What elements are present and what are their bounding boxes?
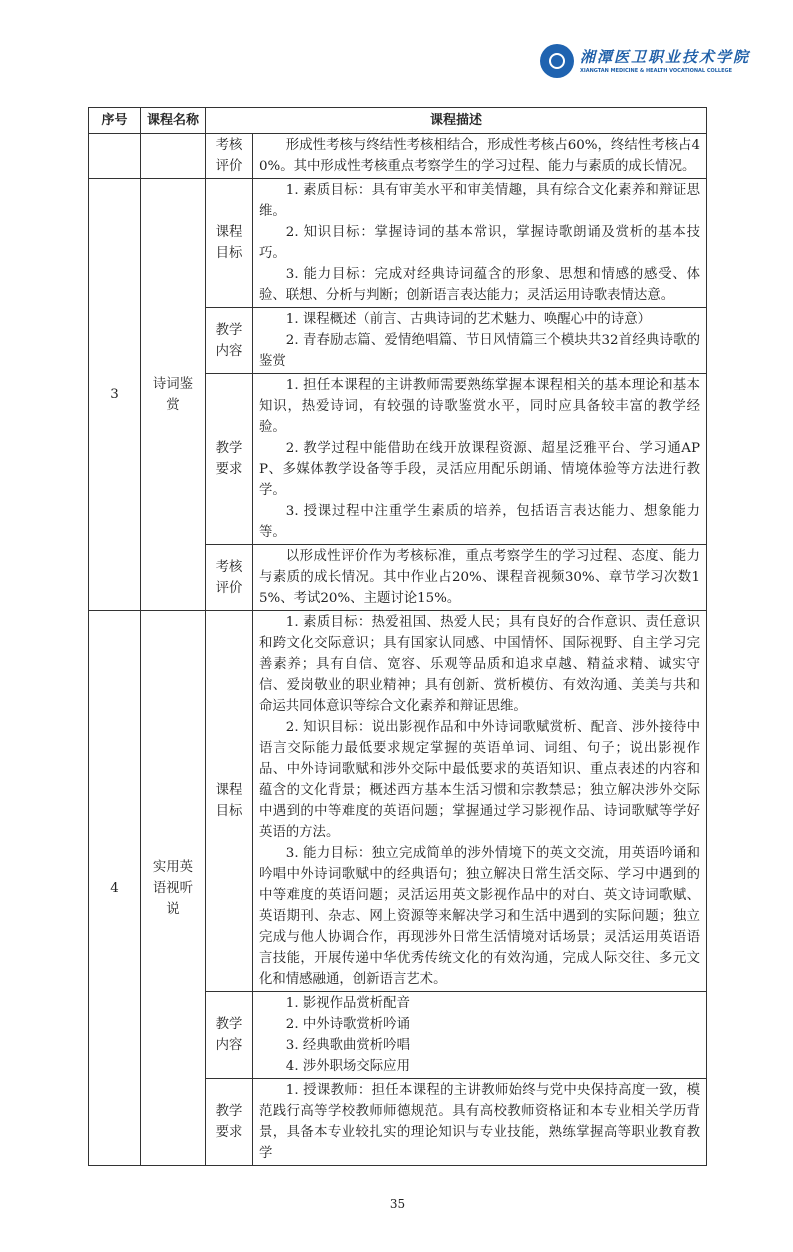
desc-paragraph: 3. 能力目标：独立完成简单的涉外情境下的英文交流，用英语吟诵和吟唱中外诗词歌赋中的经典语句；独立解决日常生活交际、学习中遇到的中等难度的英语问题；灵活运用英文影视作品中的对白、英文诗词歌赋、英语期刊、杂志、网上资源等来解决学习和生活中遇到的实际问题；独立完成与他人协调合作，再现涉外日常生活情境对话场景；灵活运用英语语言技能，开展传递中华优秀传统文化的有效沟通，完成人际交往、多元文化和情感融通，创新语言艺术。: [259, 846, 700, 987]
desc-paragraph: 2. 中外诗歌赏析吟诵: [285, 1017, 410, 1032]
desc-paragraph: 3. 能力目标：完成对经典诗词蕴含的形象、思想和情感的感受、体验、联想、分析与判断；创新语言表达能力；灵活运用诗歌表情达意。: [259, 267, 700, 303]
col-header-desc: 课程描述: [206, 108, 707, 134]
section-desc: [253, 134, 707, 179]
desc-paragraph: 1. 影视作品赏析配音: [285, 996, 410, 1011]
desc-paragraph: 2. 教学过程中能借助在线开放课程资源、超星泛雅平台、学习通APP、多媒体教学设备等手段，灵活应用配乐朗诵、情境体验等方法进行教学。: [259, 441, 700, 498]
table-row: [89, 179, 707, 308]
section-label: 课程目标: [206, 611, 253, 992]
table-header-row: [89, 108, 707, 134]
college-seal-icon: [540, 44, 574, 78]
section-label: 教学内容: [206, 992, 253, 1079]
desc-paragraph: 1. 课程概述（前言、古典诗词的艺术魅力、唤醒心中的诗意）: [285, 312, 651, 327]
col-header-no: 序号: [89, 108, 141, 134]
section-label: 考核评价: [206, 545, 253, 611]
section-desc: [253, 611, 707, 992]
table-row: [89, 611, 707, 992]
college-logo: [540, 44, 750, 78]
section-label: 教学要求: [206, 1079, 253, 1166]
desc-paragraph: 3. 经典歌曲赏析吟唱: [285, 1038, 410, 1053]
section-desc: [253, 374, 707, 545]
desc-paragraph: 1. 授课教师：担任本课程的主讲教师始终与党中央保持高度一致，模范践行高等学校教师师德规范。具有高校教师资格证和本专业相关学历背景，具备本专业较扎实的理论知识与专业技能，熟练掌握高等职业教育教学: [259, 1083, 700, 1161]
section-desc: [253, 545, 707, 611]
desc-paragraph: 2. 知识目标：说出影视作品和中外诗词歌赋赏析、配音、涉外接待中语言交际能力最低要求规定掌握的英语单词、词组、句子；说出影视作品、中外诗词歌赋和涉外交际中最低要求的英语知识、重点表述的内容和蕴含的文化背景；概述西方基本生活习惯和宗教禁忌；独立解决涉外交际中遇到的中等难度的英语问题；掌握通过学习影视作品、诗词歌赋等学好英语的方法。: [259, 720, 700, 840]
section-label: 教学内容: [206, 308, 253, 374]
section-label: 课程目标: [206, 179, 253, 308]
row-number: 3: [89, 179, 141, 611]
section-label: 考核评价: [206, 134, 253, 179]
table-row: [89, 134, 707, 179]
row-number: 4: [89, 611, 141, 1166]
desc-paragraph: 4. 涉外职场交际应用: [285, 1059, 410, 1074]
col-header-name: 课程名称: [141, 108, 206, 134]
page-number: 35: [389, 1197, 406, 1211]
section-label: 教学要求: [206, 374, 253, 545]
logo-cn: 湘潭医卫职业技术学院: [580, 48, 751, 66]
desc-paragraph: 2. 青春励志篇、爱情绝唱篇、节日风情篇三个模块共32首经典诗歌的鉴赏: [259, 333, 700, 369]
course-name: 实用英语视听说: [141, 611, 206, 1166]
desc-paragraph: 1. 素质目标：热爱祖国、热爱人民；具有良好的合作意识、责任意识和跨文化交际意识；具有国家认同感、中国情怀、国际视野、自主学习完善素养；具有自信、宽容、乐观等品质和追求卓越、精益求精、诚实守信、爱岗敬业的职业精神；具有创新、赏析模仿、有效沟通、美美与共和命运共同体意识等综合文化素养和辩证思维。: [259, 615, 700, 714]
page-content: [88, 107, 707, 1252]
logo-en: XIANGTAN MEDICINE & HEALTH VOCATIONAL COLLEGE: [580, 68, 733, 74]
desc-paragraph: 2. 知识目标：掌握诗词的基本常识，掌握诗歌朗诵及赏析的基本技巧。: [259, 225, 700, 261]
section-desc: [253, 308, 707, 374]
course-table: [88, 107, 707, 1166]
section-desc: [253, 1079, 707, 1166]
desc-paragraph: 形成性考核与终结性考核相结合，形成性考核占60%，终结性考核占40%。其中形成性考核重点考察学生的学习过程、能力与素质的成长情况。: [259, 138, 700, 174]
desc-paragraph: 1. 担任本课程的主讲教师需要熟练掌握本课程相关的基本理论和基本知识，热爱诗词，有较强的诗歌鉴赏水平，同时应具备较丰富的教学经验。: [259, 378, 700, 435]
course-name: 诗词鉴赏: [141, 179, 206, 611]
section-desc: [253, 992, 707, 1079]
desc-paragraph: 以形成性评价作为考核标准，重点考察学生的学习过程、态度、能力与素质的成长情况。其中作业占20%、课程音视频30%、章节学习次数15%、考试20%、主题讨论15%。: [259, 549, 700, 606]
section-desc: [253, 179, 707, 308]
desc-paragraph: 3. 授课过程中注重学生素质的培养，包括语言表达能力、想象能力等。: [259, 504, 700, 540]
desc-paragraph: 1. 素质目标：具有审美水平和审美情趣，具有综合文化素养和辩证思维。: [259, 183, 700, 219]
